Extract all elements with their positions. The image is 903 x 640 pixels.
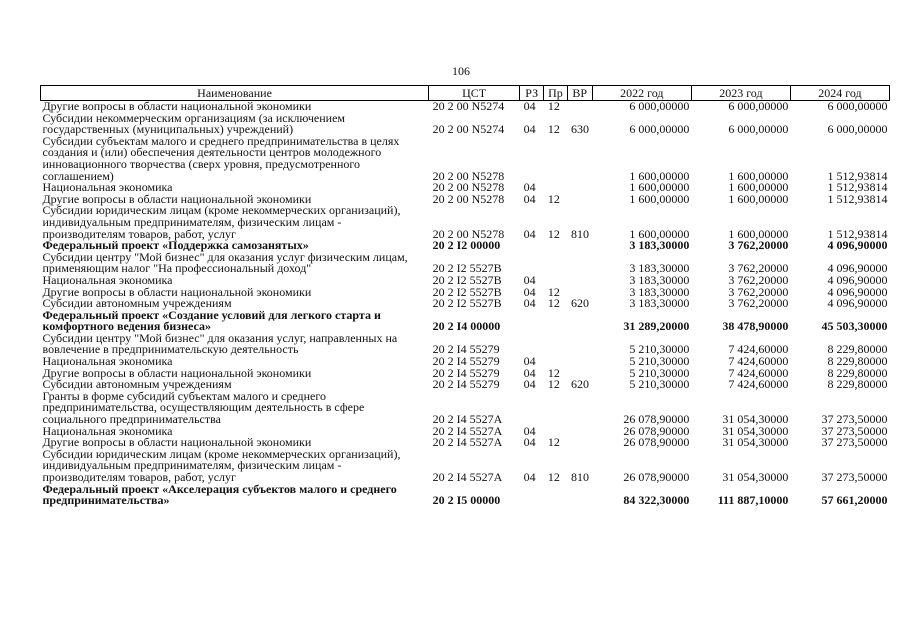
cell-rz: 04 <box>523 99 536 113</box>
cell-name: Другие вопросы в области национальной экономики <box>42 191 312 206</box>
cell-cst: 20 2 I4 00000 <box>432 319 501 334</box>
cell-2023: 7 424,60000 <box>728 365 789 380</box>
cell-vr <box>567 252 592 275</box>
cell-rz: 04 <box>523 377 536 392</box>
table-row <box>41 136 890 182</box>
cell-rz <box>520 484 544 507</box>
cell-rz: 04 <box>523 122 536 137</box>
cell-2023: 31 054,30000 <box>722 412 789 427</box>
cell-name: Национальная экономика <box>42 272 173 287</box>
cell-cst: 20 2 I2 5527B <box>432 284 502 299</box>
cell-vr <box>567 437 592 449</box>
column-header-2024: 2024 год <box>790 86 889 101</box>
table-row <box>41 449 890 484</box>
cell-2024: 4 096,90000 <box>827 284 888 299</box>
table-row <box>41 484 890 507</box>
cell-2024: 6 000,00000 <box>827 122 888 137</box>
cell-name: Субсидии автономным учреждениям <box>42 296 232 311</box>
cell-2023: 3 762,20000 <box>728 296 789 311</box>
table-row <box>41 310 890 333</box>
cell-2022: 6 000,00000 <box>629 99 690 113</box>
cell-cst: 20 2 I4 5527A <box>432 412 503 427</box>
cell-2023: 1 600,00000 <box>728 226 789 241</box>
cell-2024: 37 273,50000 <box>821 423 888 438</box>
cell-pr: 12 <box>547 284 560 299</box>
cell-name: Субсидии юридическим лицам (кроме некоммерческих организаций), индивидуальным предпринимателям, физическим лицам - производителям товаров, работ, услуг <box>42 203 401 241</box>
cell-cst: 20 2 I4 5527A <box>432 435 503 450</box>
cell-2023: 3 762,20000 <box>728 272 789 287</box>
cell-name: Другие вопросы в области национальной экономики <box>42 284 312 299</box>
cell-2024: 1 512,93814 <box>827 168 888 183</box>
column-header-cst: ЦСТ <box>429 86 520 101</box>
cell-2024: 4 096,90000 <box>827 261 888 276</box>
cell-vr: 620 <box>571 296 590 311</box>
cell-2023: 6 000,00000 <box>728 99 789 113</box>
cell-pr <box>544 391 567 426</box>
cell-rz <box>520 252 544 275</box>
column-header-2022: 2022 год <box>592 86 691 101</box>
cell-cst: 20 2 I2 00000 <box>432 238 501 253</box>
cell-cst: 20 2 I2 5527B <box>432 272 502 287</box>
cell-2022: 31 289,20000 <box>623 319 690 334</box>
cell-cst: 20 2 00 N5278 <box>432 191 505 206</box>
cell-rz: 04 <box>523 470 536 484</box>
cell-2022: 3 183,30000 <box>629 296 690 311</box>
cell-2023: 31 054,30000 <box>722 470 789 484</box>
cell-2023: 31 054,30000 <box>722 435 789 450</box>
cell-vr <box>567 101 592 113</box>
cell-2023: 1 600,00000 <box>728 168 789 183</box>
cell-name: Федеральный проект «Акселерация субъектов малого и среднего предпринимательства» <box>42 481 397 508</box>
column-header-2023: 2023 год <box>691 86 790 101</box>
cell-name: Субсидии субъектам малого и среднего предпринимательства в целях создания и (или) обеспечения деятельности центров молодежного инновационного творчества (сверх уровня, предусмотренного соглашением) <box>42 133 400 183</box>
cell-name: Субсидии некоммерческим организациям (за исключением государственных (муниципальных) учреждений) <box>42 110 346 137</box>
table-body <box>41 101 890 507</box>
cell-2022: 3 183,30000 <box>629 272 690 287</box>
table-row <box>41 205 890 240</box>
cell-2023: 38 478,90000 <box>722 319 789 334</box>
cell-pr: 12 <box>547 435 560 450</box>
page-number: 106 <box>452 64 470 78</box>
cell-2024: 37 273,50000 <box>821 470 888 484</box>
cell-vr <box>567 356 592 368</box>
cell-pr: 12 <box>547 470 560 484</box>
cell-pr: 12 <box>547 226 560 241</box>
cell-2023: 6 000,00000 <box>728 122 789 137</box>
cell-pr: 12 <box>547 365 560 380</box>
cell-name: Федеральный проект «Поддержка самозанятых» <box>42 238 309 253</box>
cell-rz: 04 <box>523 354 536 369</box>
cell-2024: 8 229,80000 <box>827 354 888 369</box>
cell-2022: 1 600,00000 <box>629 180 690 195</box>
column-header-name: Наименование <box>41 86 429 101</box>
cell-vr <box>567 275 592 287</box>
cell-vr: 810 <box>571 470 590 484</box>
cell-name: Субсидии центру "Мой бизнес" для оказания услуг, направленных на вовлечение в предпринимательскую деятельность <box>42 330 398 357</box>
cell-vr <box>567 333 592 356</box>
cell-cst: 20 2 I2 5527B <box>432 296 502 311</box>
cell-2024: 4 096,90000 <box>827 272 888 287</box>
cell-2023: 3 762,20000 <box>728 284 789 299</box>
cell-vr: 620 <box>571 377 590 392</box>
cell-cst: 20 2 00 N5274 <box>432 122 505 137</box>
cell-2022: 3 183,30000 <box>629 261 690 276</box>
cell-pr <box>544 136 567 182</box>
cell-vr <box>567 484 592 507</box>
cell-rz: 04 <box>523 423 536 438</box>
cell-2024: 45 503,30000 <box>821 319 888 334</box>
cell-name: Субсидии юридическим лицам (кроме некоммерческих организаций), индивидуальным предпринимателям, физическим лицам - производителям товаров, работ, услуг <box>42 446 401 484</box>
cell-name: Другие вопросы в области национальной экономики <box>42 99 312 113</box>
cell-vr: 810 <box>571 226 590 241</box>
column-header-rz: РЗ <box>520 86 544 101</box>
cell-2022: 26 078,90000 <box>623 470 690 484</box>
cell-name: Субсидии центру "Мой бизнес" для оказания услуг физическим лицам, применяющим налог "На профессиональный доход" <box>42 249 408 276</box>
cell-2024: 6 000,00000 <box>827 99 888 113</box>
cell-2024: 1 512,93814 <box>827 180 888 195</box>
cell-name: Национальная экономика <box>42 423 173 438</box>
cell-cst: 20 2 00 N5274 <box>432 99 505 113</box>
cell-pr <box>544 240 567 252</box>
cell-vr <box>567 194 592 206</box>
cell-rz: 04 <box>523 180 536 195</box>
cell-pr <box>544 252 567 275</box>
cell-cst: 20 2 I5 00000 <box>432 493 501 508</box>
cell-2022: 84 322,30000 <box>623 493 690 508</box>
cell-rz: 04 <box>523 191 536 206</box>
table-row <box>41 333 890 356</box>
cell-2022: 26 078,90000 <box>623 423 690 438</box>
cell-name: Другие вопросы в области национальной экономики <box>42 435 312 450</box>
cell-2023: 1 600,00000 <box>728 191 789 206</box>
cell-cst: 20 2 00 N5278 <box>432 226 505 241</box>
cell-vr <box>567 391 592 426</box>
cell-pr: 12 <box>547 122 560 137</box>
cell-2022: 5 210,30000 <box>629 354 690 369</box>
cell-pr: 12 <box>547 99 560 113</box>
cell-cst: 20 2 I4 55279 <box>432 365 500 380</box>
cell-rz: 04 <box>523 296 536 311</box>
cell-name: Гранты в форме субсидий субъектам малого и среднего предпринимательства, осуществляющим деятельность в сфере социального предпринимательства <box>42 388 365 427</box>
cell-vr <box>567 240 592 252</box>
table-row <box>41 252 890 275</box>
cell-pr <box>544 333 567 356</box>
cell-2024: 4 096,90000 <box>827 238 888 253</box>
cell-2022: 3 183,30000 <box>629 238 690 253</box>
table-row <box>41 113 890 136</box>
cell-2022: 5 210,30000 <box>629 365 690 380</box>
cell-cst: 20 2 I4 55279 <box>432 354 500 369</box>
cell-rz <box>520 333 544 356</box>
cell-cst: 20 2 I2 5527B <box>432 261 502 276</box>
cell-cst: 20 2 00 N5278 <box>432 180 505 195</box>
cell-2022: 5 210,30000 <box>629 342 690 357</box>
cell-name: Субсидии автономным учреждениям <box>42 377 232 392</box>
cell-2022: 26 078,90000 <box>623 435 690 450</box>
cell-pr: 12 <box>547 191 560 206</box>
cell-2023: 3 762,20000 <box>728 261 789 276</box>
cell-2022: 6 000,00000 <box>629 122 690 137</box>
cell-2024: 57 661,20000 <box>821 493 888 508</box>
cell-2024: 1 512,93814 <box>827 191 888 206</box>
cell-2024: 37 273,50000 <box>821 435 888 450</box>
cell-cst: 20 2 00 N5278 <box>432 168 505 183</box>
cell-2022: 26 078,90000 <box>623 412 690 427</box>
cell-rz: 04 <box>523 226 536 241</box>
cell-rz <box>520 391 544 426</box>
cell-cst: 20 2 I4 5527A <box>432 423 503 438</box>
cell-vr <box>567 310 592 333</box>
cell-pr <box>544 484 567 507</box>
cell-vr <box>567 426 592 438</box>
cell-2023: 3 762,20000 <box>728 238 789 253</box>
cell-vr <box>567 136 592 182</box>
cell-cst: 20 2 I4 55279 <box>432 342 500 357</box>
cell-name: Национальная экономика <box>42 180 173 195</box>
cell-name: Национальная экономика <box>42 354 173 369</box>
cell-pr: 12 <box>547 377 560 392</box>
cell-cst: 20 2 I4 55279 <box>432 377 500 392</box>
cell-2024: 37 273,50000 <box>821 412 888 427</box>
cell-pr: 12 <box>547 296 560 311</box>
column-header-pr: Пр <box>544 86 567 101</box>
cell-2022: 1 600,00000 <box>629 191 690 206</box>
cell-pr <box>544 310 567 333</box>
cell-2022: 1 600,00000 <box>629 226 690 241</box>
cell-rz: 04 <box>523 284 536 299</box>
cell-name: Федеральный проект «Создание условий для легкого старта и комфортного ведения бизнеса» <box>42 307 381 334</box>
cell-rz: 04 <box>523 272 536 287</box>
cell-rz <box>520 240 544 252</box>
cell-2023: 1 600,00000 <box>728 180 789 195</box>
cell-rz <box>520 310 544 333</box>
column-header-vr: ВР <box>567 86 592 101</box>
cell-vr <box>567 182 592 194</box>
cell-2024: 8 229,80000 <box>827 342 888 357</box>
cell-2024: 4 096,90000 <box>827 296 888 311</box>
cell-2022: 5 210,30000 <box>629 377 690 392</box>
cell-cst: 20 2 I4 5527A <box>432 470 503 484</box>
cell-2023: 7 424,60000 <box>728 354 789 369</box>
cell-2023: 111 887,10000 <box>717 493 789 508</box>
cell-2023: 7 424,60000 <box>728 342 789 357</box>
cell-2024: 8 229,80000 <box>827 365 888 380</box>
budget-table <box>40 85 890 507</box>
cell-rz: 04 <box>523 365 536 380</box>
cell-rz: 04 <box>523 435 536 450</box>
table-row <box>41 391 890 426</box>
cell-name: Другие вопросы в области национальной экономики <box>42 365 312 380</box>
cell-vr: 630 <box>571 122 590 137</box>
cell-2024: 1 512,93814 <box>827 226 888 241</box>
cell-2023: 31 054,30000 <box>722 423 789 438</box>
cell-2022: 1 600,00000 <box>629 168 690 183</box>
cell-rz <box>520 136 544 182</box>
cell-2024: 8 229,80000 <box>827 377 888 392</box>
cell-2023: 7 424,60000 <box>728 377 789 392</box>
cell-2022: 3 183,30000 <box>629 284 690 299</box>
